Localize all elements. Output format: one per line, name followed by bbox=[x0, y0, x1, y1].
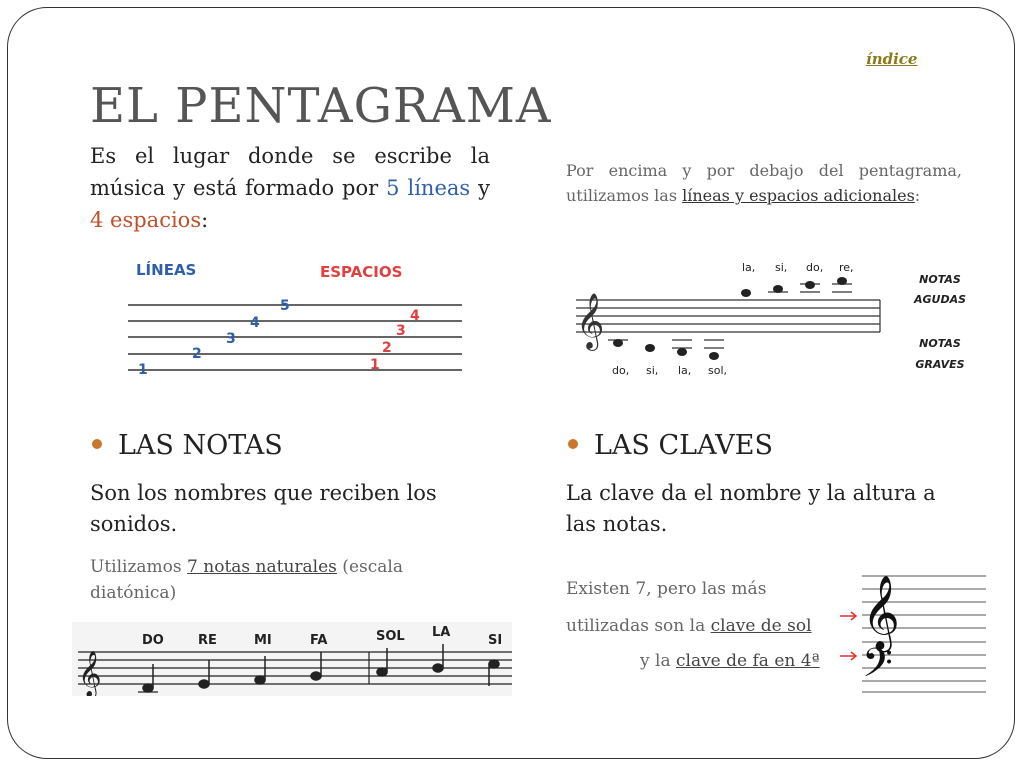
claves-heading-text: LAS CLAVES bbox=[594, 430, 773, 461]
line-num: 4 bbox=[250, 315, 260, 331]
bullet-icon bbox=[568, 439, 578, 449]
ledger-paragraph bbox=[566, 158, 962, 208]
claves-paragraph bbox=[566, 478, 966, 540]
graves-label: NOTAS bbox=[919, 337, 961, 350]
claves-line3-text: y la bbox=[640, 651, 676, 671]
note-name: DO bbox=[142, 633, 164, 648]
bottom-note-name: do, bbox=[612, 364, 630, 377]
top-note-name: si, bbox=[775, 261, 788, 274]
intro-paragraph bbox=[90, 140, 490, 236]
top-note-name: re, bbox=[839, 261, 854, 274]
ledger-text: Por encima y por debajo del pentagrama, utilizamos las bbox=[566, 161, 962, 205]
intro-y: y bbox=[470, 176, 490, 200]
claves-para-text: La clave da el nombre y la altura a las notas. bbox=[566, 481, 936, 536]
page-title: EL PENTAGRAMA bbox=[90, 78, 552, 134]
notas-para-text: Son los nombres que reciben los sonidos. bbox=[90, 481, 437, 536]
note-name: MI bbox=[254, 633, 272, 648]
intro-lineas: líneas bbox=[407, 176, 471, 200]
notas-small-text2: (escala diatónica) bbox=[90, 557, 403, 603]
agudas-label: AGUDAS bbox=[913, 293, 967, 306]
indice-link[interactable]: índice bbox=[866, 50, 918, 68]
claves-line2-text: utilizadas son la bbox=[566, 616, 711, 636]
notas-paragraph bbox=[90, 478, 490, 540]
claves-heading bbox=[568, 430, 773, 461]
line-num: 3 bbox=[226, 331, 236, 347]
ledger-staff-lines bbox=[576, 284, 880, 348]
space-num: 2 bbox=[382, 340, 392, 356]
label-lineas: LÍNEAS bbox=[136, 261, 197, 279]
claves-line1: Existen 7, pero las más bbox=[566, 579, 767, 599]
treble-clef-icon: 𝄞 bbox=[576, 293, 605, 349]
ledger-notes bbox=[613, 277, 847, 360]
note-name: RE bbox=[198, 633, 217, 648]
staff-ledger bbox=[572, 255, 977, 380]
line-num: 1 bbox=[138, 362, 148, 378]
notas-heading bbox=[92, 430, 283, 461]
arrow-icon bbox=[840, 612, 856, 660]
note-name: SOL bbox=[376, 629, 405, 644]
intro-espacios: 4 espacios bbox=[90, 208, 202, 232]
bullet-icon bbox=[92, 439, 102, 449]
label-espacios: ESPACIOS bbox=[320, 263, 403, 281]
bottom-note-name: sol, bbox=[708, 364, 728, 377]
notas-small bbox=[90, 554, 450, 606]
treble-clef-icon: 𝄞 bbox=[78, 651, 102, 696]
notas-small-text: Utilizamos bbox=[90, 557, 188, 577]
intro-text: Es el lugar donde se escribe la música y está formado por bbox=[90, 144, 490, 200]
top-note-name: la, bbox=[742, 261, 756, 274]
bottom-note-name: si, bbox=[646, 364, 659, 377]
staff-lines-spaces bbox=[120, 255, 470, 380]
clefs-figure bbox=[838, 562, 988, 694]
ledger-colon: : bbox=[914, 186, 921, 205]
top-note-name: do, bbox=[806, 261, 824, 274]
claves-line2 bbox=[566, 613, 812, 639]
notas-heading-text: LAS NOTAS bbox=[118, 430, 283, 461]
intro-five: 5 bbox=[386, 176, 400, 200]
bottom-note-name: la, bbox=[678, 364, 692, 377]
clave-fa-text: clave de fa en 4ª bbox=[675, 651, 820, 671]
clave-sol-text: clave de sol bbox=[710, 616, 812, 636]
graves-label: GRAVES bbox=[915, 358, 965, 371]
treble-clef-icon: 𝄞 bbox=[862, 576, 900, 650]
ledger-bold: líneas y espacios adicionales bbox=[682, 186, 915, 205]
claves-line3 bbox=[640, 648, 820, 674]
note-name: SI bbox=[488, 633, 503, 648]
line-num: 5 bbox=[280, 298, 290, 314]
note-name: FA bbox=[310, 633, 328, 648]
note-name: LA bbox=[432, 625, 451, 640]
space-num: 3 bbox=[396, 323, 406, 339]
bass-clef-icon: 𝄢 bbox=[862, 640, 893, 694]
notas-small-bold: 7 notas naturales bbox=[187, 557, 337, 577]
line-num: 2 bbox=[192, 346, 202, 362]
staff-notes bbox=[72, 622, 512, 696]
space-num: 1 bbox=[370, 357, 380, 373]
intro-colon: : bbox=[201, 208, 209, 232]
agudas-label: NOTAS bbox=[919, 273, 961, 286]
space-num: 4 bbox=[410, 308, 420, 324]
